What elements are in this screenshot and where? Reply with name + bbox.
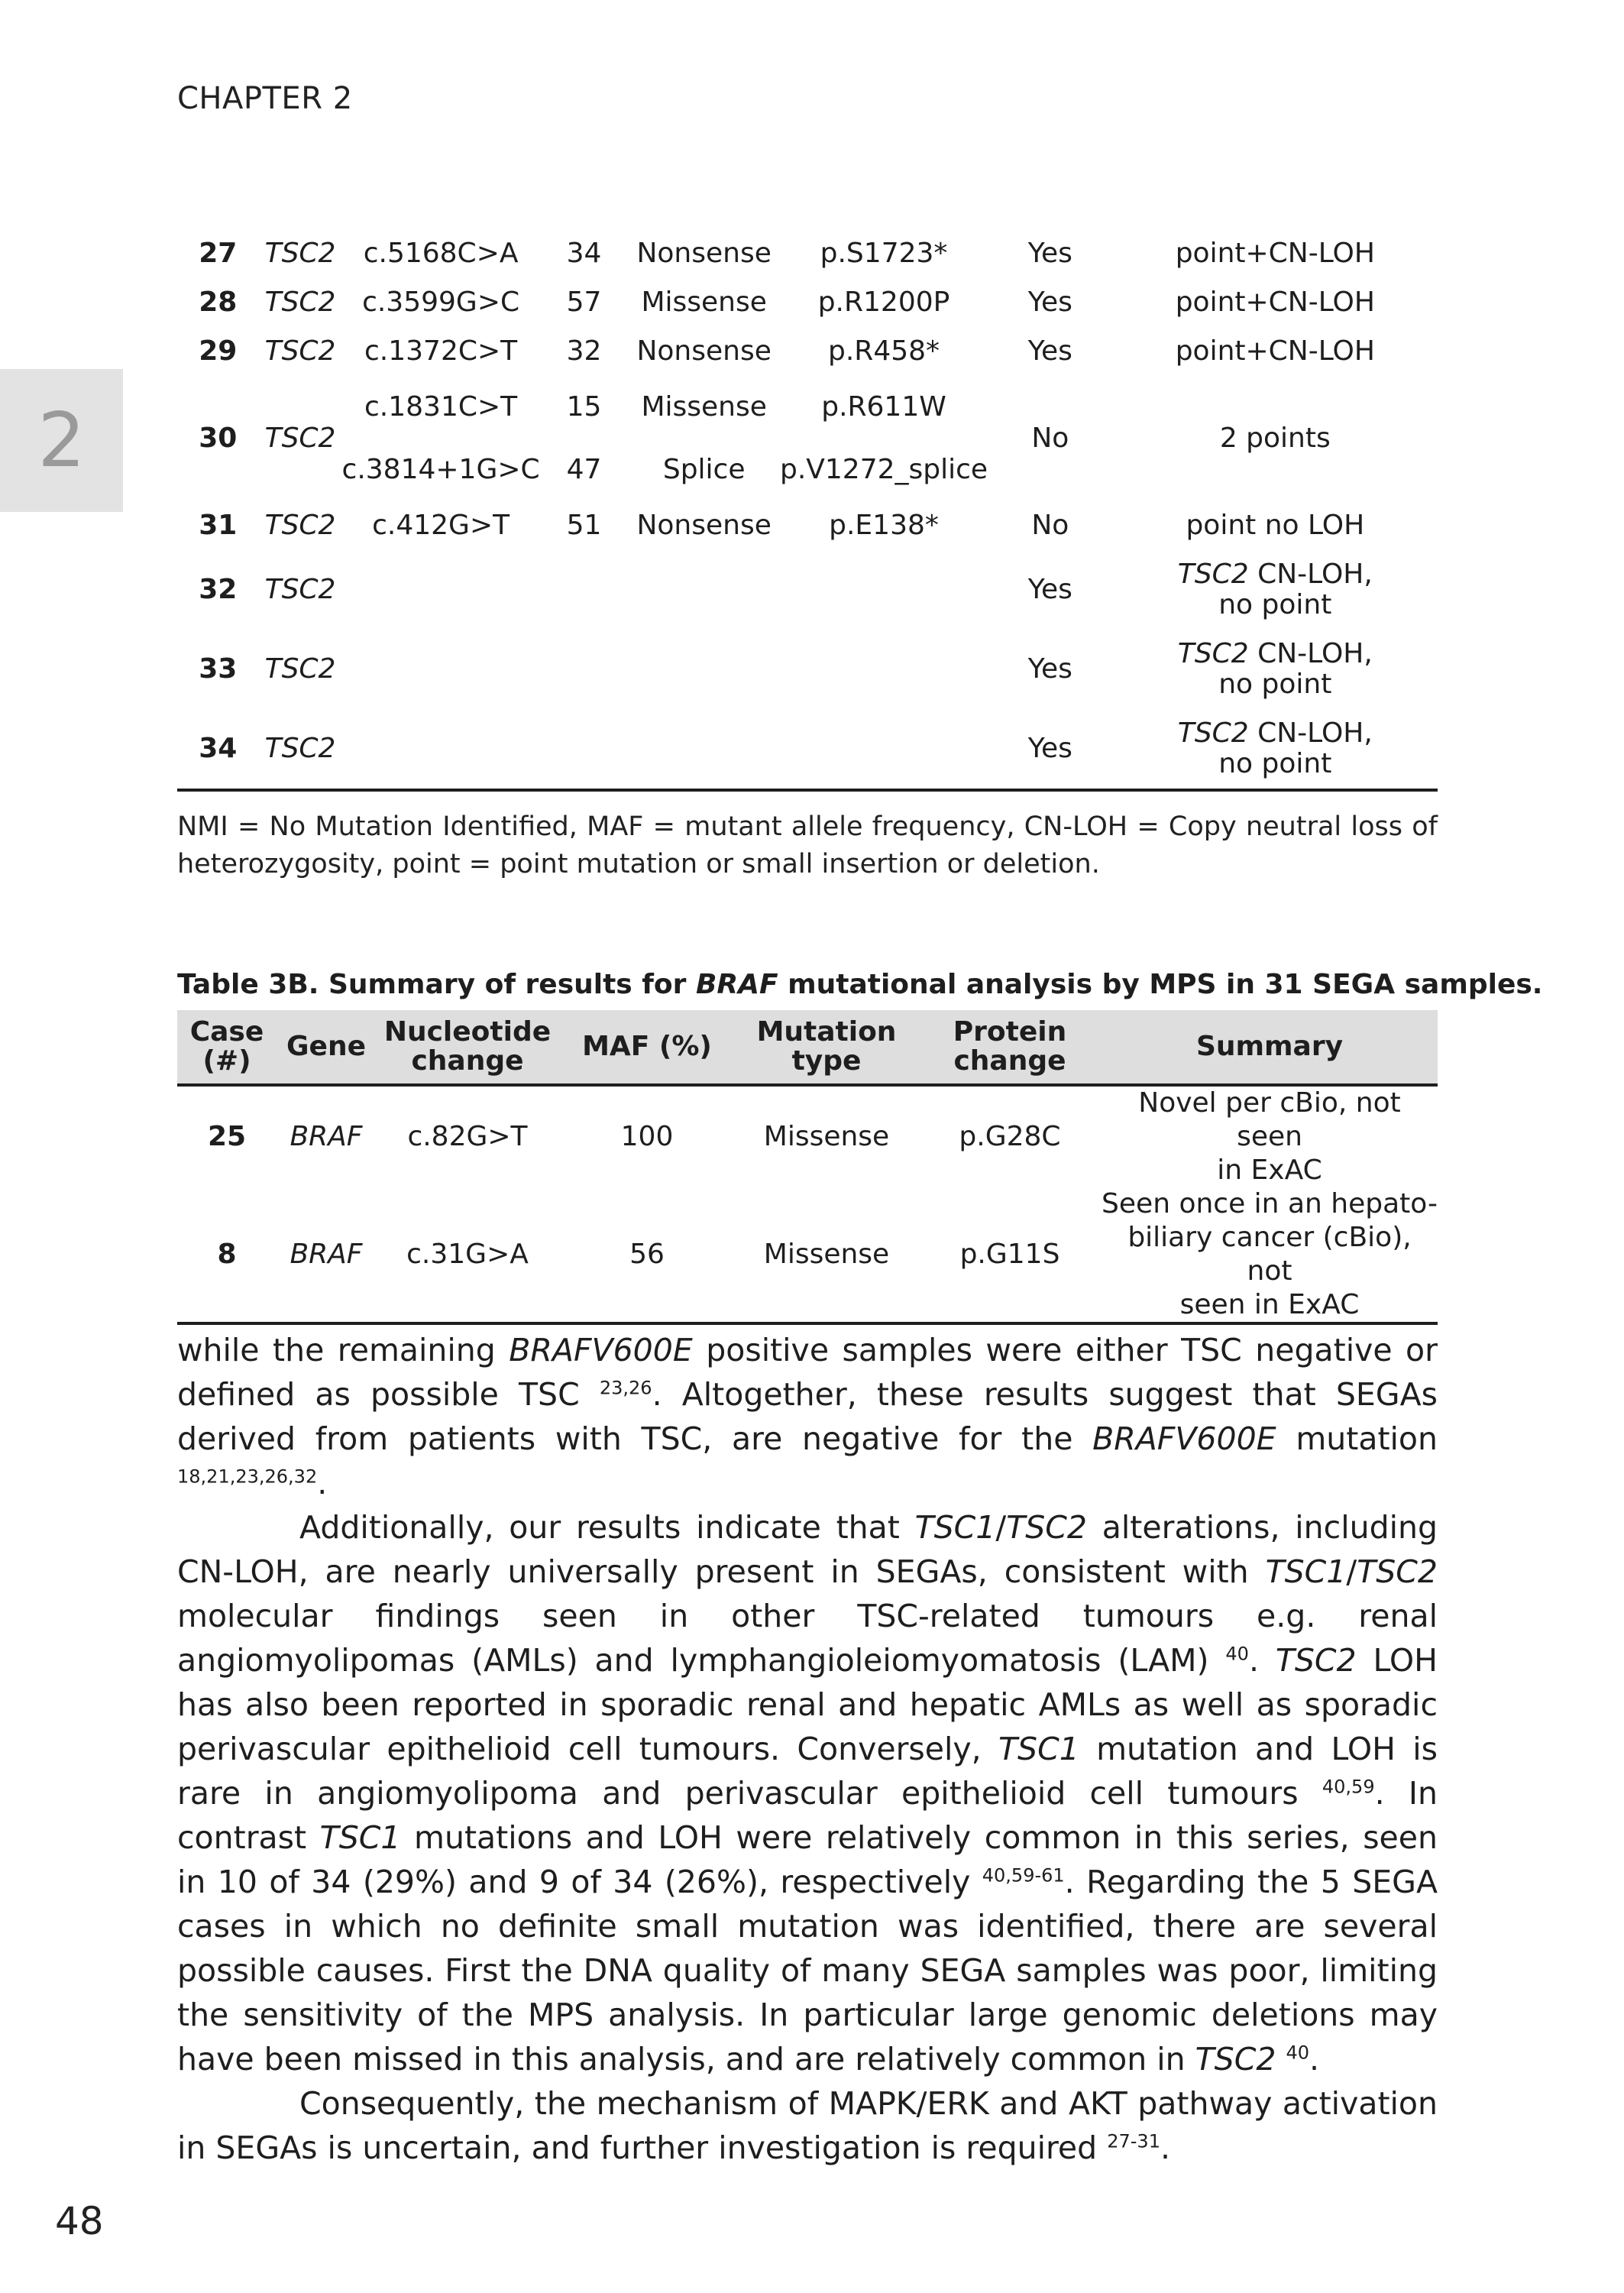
header-maf: MAF (%) bbox=[559, 1010, 735, 1085]
mutation-type-cell bbox=[628, 630, 780, 709]
loh-cell: No bbox=[1031, 510, 1069, 541]
mutation-type-cell: Missense bbox=[735, 1187, 918, 1323]
protein-cell bbox=[780, 630, 988, 709]
mutation-type-cell: Missense bbox=[641, 391, 767, 423]
header-protein: Protein change bbox=[918, 1010, 1102, 1085]
nucleotide-cell: c.3814+1G>C bbox=[341, 454, 540, 485]
mutation-type-cell: Missense bbox=[763, 1121, 890, 1152]
case-cell: 29 bbox=[199, 335, 238, 367]
table-3a-continuation bbox=[177, 229, 1438, 792]
nucleotide-cell bbox=[342, 709, 540, 790]
citation: 23,26 bbox=[599, 1377, 652, 1399]
mutation-type-cell bbox=[628, 709, 780, 790]
citation: 18,21,23,26,32 bbox=[177, 1466, 318, 1488]
table-3b bbox=[177, 1010, 1438, 1325]
loh-cell: Yes bbox=[1027, 335, 1072, 367]
maf-cell bbox=[540, 709, 629, 790]
case-cell: 8 bbox=[177, 1187, 277, 1323]
loh-cell: Yes bbox=[988, 709, 1113, 790]
table-row bbox=[177, 550, 1438, 630]
citation: 40,59-61 bbox=[982, 1864, 1065, 1887]
summary-cell bbox=[1113, 550, 1438, 630]
protein-cell: p.R458* bbox=[828, 335, 940, 367]
summary-text: CN-LOH, bbox=[1248, 638, 1373, 669]
gene-cell: BRAF bbox=[277, 1187, 376, 1323]
table-3b-caption bbox=[177, 969, 1542, 1000]
table-row bbox=[177, 376, 1438, 439]
page-number: 48 bbox=[55, 2199, 104, 2243]
case-cell: 30 bbox=[199, 423, 238, 454]
summary-cell: point+CN-LOH bbox=[1175, 287, 1375, 318]
gene-cell: BRAF bbox=[290, 1121, 363, 1152]
mutation-type-cell: Nonsense bbox=[636, 335, 772, 367]
maf-cell bbox=[540, 630, 629, 709]
table-row bbox=[177, 630, 1438, 709]
maf-cell bbox=[540, 550, 629, 630]
loh-cell: Yes bbox=[1027, 238, 1072, 269]
case-cell: 33 bbox=[199, 653, 238, 685]
summary-text: CN-LOH, bbox=[1248, 717, 1373, 749]
protein-cell: p.G11S bbox=[918, 1187, 1102, 1323]
maf-cell: 57 bbox=[566, 287, 602, 318]
header-nucleotide: Nucleotide change bbox=[376, 1010, 559, 1085]
maf-cell: 51 bbox=[566, 510, 602, 541]
maf-cell: 34 bbox=[566, 238, 602, 269]
citation: 40 bbox=[1286, 2042, 1310, 2064]
nucleotide-cell bbox=[342, 550, 540, 630]
running-head: CHAPTER 2 bbox=[177, 81, 353, 116]
table-row bbox=[177, 709, 1438, 790]
mutation-type-cell: Nonsense bbox=[636, 238, 772, 269]
header-summary: Summary bbox=[1102, 1010, 1438, 1085]
header-gene: Gene bbox=[277, 1010, 376, 1085]
citation: 40,59 bbox=[1322, 1776, 1375, 1798]
paragraph: Consequently, the mechanism of MAPK/ERK and AKT pathway activation in SEGAs is uncertain, and further investigation is required $^{27-31}$. bbox=[177, 2085, 1438, 2166]
header-case: Case (#) bbox=[177, 1010, 277, 1085]
summary-cell: 2 points bbox=[1219, 423, 1331, 454]
nucleotide-cell: c.3599G>C bbox=[362, 287, 520, 318]
gene-cell: TSC2 bbox=[259, 709, 342, 790]
mutation-type-cell: Missense bbox=[641, 287, 767, 318]
nucleotide-cell: c.1831C>T bbox=[364, 391, 518, 423]
citation: 27-31 bbox=[1107, 2130, 1160, 2152]
table-footnote: NMI = No Mutation Identified, MAF = mutant allele frequency, CN-LOH = Copy neutral loss of heterozygosity, point = point mutation or small insertion or deletion. bbox=[177, 811, 1438, 879]
summary-cell: point+CN-LOH bbox=[1175, 335, 1375, 367]
table-row bbox=[177, 327, 1438, 376]
summary-text: no point bbox=[1218, 748, 1332, 779]
paragraph: Additionally, our results indicate that TSC1/TSC2 alterations, including CN-LOH, are nearly universally present in SEGAs, consistent with TSC1/TSC2 molecular findings seen in other TSC-related tumours e.g. renal angiomyolipomas (AMLs) and lymphangioleiomyomatosis (LAM) $^{40}$. TSC2 LOH has also been reported in sporadic renal and hepatic AMLs as well as sporadic perivascular epithelioid cell tumours. Conversely, TSC1 mutation and LOH is rare in angiomyolipoma and perivascular epithelioid cell tumours $^{40,59}$. In contrast TSC1 mutations and LOH were relatively common in this series, seen in 10 of 34 (29%) and 9 of 34 (26%), respectively $^{40,59-61}$. Regarding the 5 SEGA cases in which no definite small mutation was identified, there are several possible causes. First the DNA quality of many SEGA samples was poor, limiting the sensitivity of the MPS analysis. In particular large genomic deletions may have been missed in this analysis, and are relatively common in TSC2 $^{40}$. bbox=[177, 1509, 1438, 2078]
table-row bbox=[177, 1085, 1438, 1187]
loh-cell: No bbox=[1031, 423, 1069, 454]
case-cell: 27 bbox=[199, 238, 238, 269]
gene-cell: TSC2 bbox=[264, 574, 336, 605]
protein-cell bbox=[780, 709, 988, 790]
summary-cell: point no LOH bbox=[1186, 510, 1365, 541]
gene-cell: TSC2 bbox=[264, 653, 336, 685]
maf-cell: 56 bbox=[559, 1187, 735, 1323]
protein-cell: p.R1200P bbox=[817, 287, 950, 318]
mutation-type-cell: Splice bbox=[662, 454, 746, 485]
protein-cell bbox=[780, 550, 988, 630]
gene-cell: TSC2 bbox=[264, 335, 336, 367]
table-row bbox=[177, 278, 1438, 327]
nucleotide-cell: c.412G>T bbox=[372, 510, 510, 541]
case-cell: 25 bbox=[207, 1121, 247, 1152]
maf-cell: 15 bbox=[566, 391, 602, 423]
mutation-type-cell: Nonsense bbox=[636, 510, 772, 541]
summary-cell: Seen once in an hepato- biliary cancer (cBio), not seen in ExAC bbox=[1102, 1187, 1438, 1323]
table-row bbox=[177, 501, 1438, 550]
loh-cell: Yes bbox=[1027, 287, 1072, 318]
header-mutation-type: Mutation type bbox=[735, 1010, 918, 1085]
summary-cell: Novel per cBio, not seen in ExAC bbox=[1138, 1087, 1401, 1186]
citation: 40 bbox=[1225, 1643, 1249, 1665]
summary-cell bbox=[1113, 630, 1438, 709]
table-row bbox=[177, 229, 1438, 278]
protein-cell: p.E138* bbox=[829, 510, 939, 541]
mutation-type-cell bbox=[628, 550, 780, 630]
summary-cell bbox=[1113, 709, 1438, 790]
protein-cell: p.S1723* bbox=[820, 238, 948, 269]
case-cell: 28 bbox=[199, 287, 238, 318]
nucleotide-cell: c.82G>T bbox=[407, 1121, 528, 1152]
caption-text: mutational analysis by MPS in 31 SEGA samples. bbox=[778, 969, 1543, 1000]
gene-cell: TSC2 bbox=[264, 287, 336, 318]
protein-cell: p.V1272_splice bbox=[779, 454, 988, 485]
chapter-tab: 2 bbox=[0, 369, 123, 512]
nucleotide-cell: c.1372C>T bbox=[364, 335, 518, 367]
maf-cell: 100 bbox=[620, 1121, 674, 1152]
summary-text: no point bbox=[1218, 669, 1332, 700]
maf-cell: 47 bbox=[566, 454, 602, 485]
summary-text: no point bbox=[1218, 589, 1332, 620]
gene-cell: TSC2 bbox=[264, 510, 336, 541]
gene-cell: TSC2 bbox=[264, 238, 336, 269]
summary-cell: point+CN-LOH bbox=[1175, 238, 1375, 269]
body-text bbox=[177, 1328, 1438, 2170]
case-cell: 32 bbox=[199, 574, 238, 605]
loh-cell: Yes bbox=[1027, 653, 1072, 685]
table-header-row bbox=[177, 1010, 1438, 1085]
gene-cell: TSC2 bbox=[264, 423, 336, 454]
protein-cell: p.G28C bbox=[959, 1121, 1061, 1152]
summary-gene: TSC2 bbox=[1177, 559, 1249, 590]
protein-cell: p.R611W bbox=[821, 391, 946, 423]
caption-text: Table 3B. Summary of results for bbox=[177, 969, 696, 1000]
summary-gene: TSC2 bbox=[1177, 717, 1249, 749]
paragraph: while the remaining BRAFV600E positive samples were either TSC negative or defined as possible TSC $^{23,26}$. Altogether, these results suggest that SEGAs derived from patients with TSC, are negative for the BRAFV600E mutation $^{18,21,23,26,32}$. bbox=[177, 1332, 1438, 1501]
nucleotide-cell bbox=[342, 630, 540, 709]
summary-gene: TSC2 bbox=[1177, 638, 1249, 669]
loh-cell: Yes bbox=[1027, 574, 1072, 605]
summary-text: CN-LOH, bbox=[1248, 559, 1373, 590]
caption-gene: BRAF bbox=[695, 969, 778, 1000]
table-row bbox=[177, 1187, 1438, 1323]
nucleotide-cell: c.31G>A bbox=[376, 1187, 559, 1323]
nucleotide-cell: c.5168C>A bbox=[363, 238, 519, 269]
case-cell: 34 bbox=[177, 709, 259, 790]
maf-cell: 32 bbox=[566, 335, 602, 367]
case-cell: 31 bbox=[199, 510, 238, 541]
